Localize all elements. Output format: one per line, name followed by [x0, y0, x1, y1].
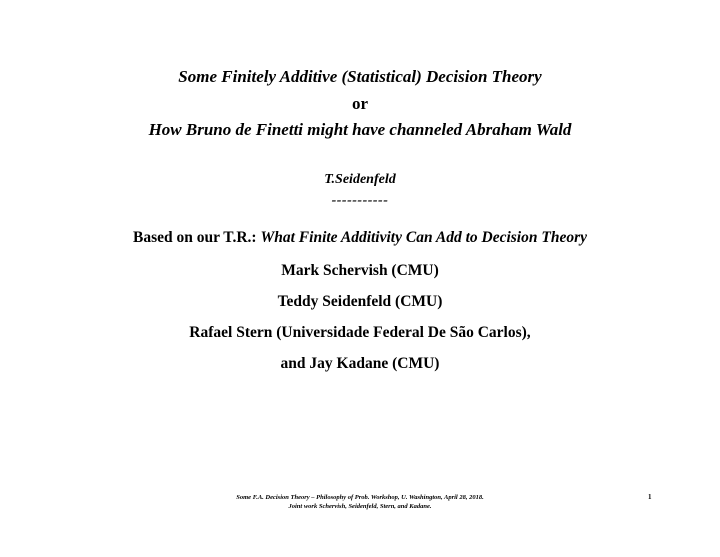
- title-or: or: [351, 94, 369, 113]
- based-on-prefix: Based on our T.R.:: [132, 229, 261, 246]
- coauthor-1: Mark Schervish (CMU): [281, 262, 439, 279]
- separator: -----------: [331, 193, 389, 208]
- coauthor-4: and Jay Kadane (CMU): [280, 355, 440, 372]
- based-on-title: What Finite Additivity Can Add to Decision Theory: [260, 229, 587, 246]
- based-on-line: [0, 229, 720, 247]
- footer-line-2: Joint work Schervish, Seidenfeld, Stern, and Kadane.: [288, 503, 432, 510]
- title-line-2: How Bruno de Finetti might have channeled Abraham Wald: [148, 120, 572, 139]
- coauthor-2: Teddy Seidenfeld (CMU): [277, 293, 443, 310]
- title-line-1: Some Finitely Additive (Statistical) Decision Theory: [178, 67, 542, 86]
- footer-line-1: Some F.A. Decision Theory – Philosophy of Prob. Workshop, U. Washington, April 28, 2018.: [236, 494, 484, 501]
- coauthor-3: Rafael Stern (Universidade Federal De São Carlos),: [189, 324, 531, 341]
- page-number: 1: [648, 493, 652, 501]
- author-name: T.Seidenfeld: [324, 172, 396, 187]
